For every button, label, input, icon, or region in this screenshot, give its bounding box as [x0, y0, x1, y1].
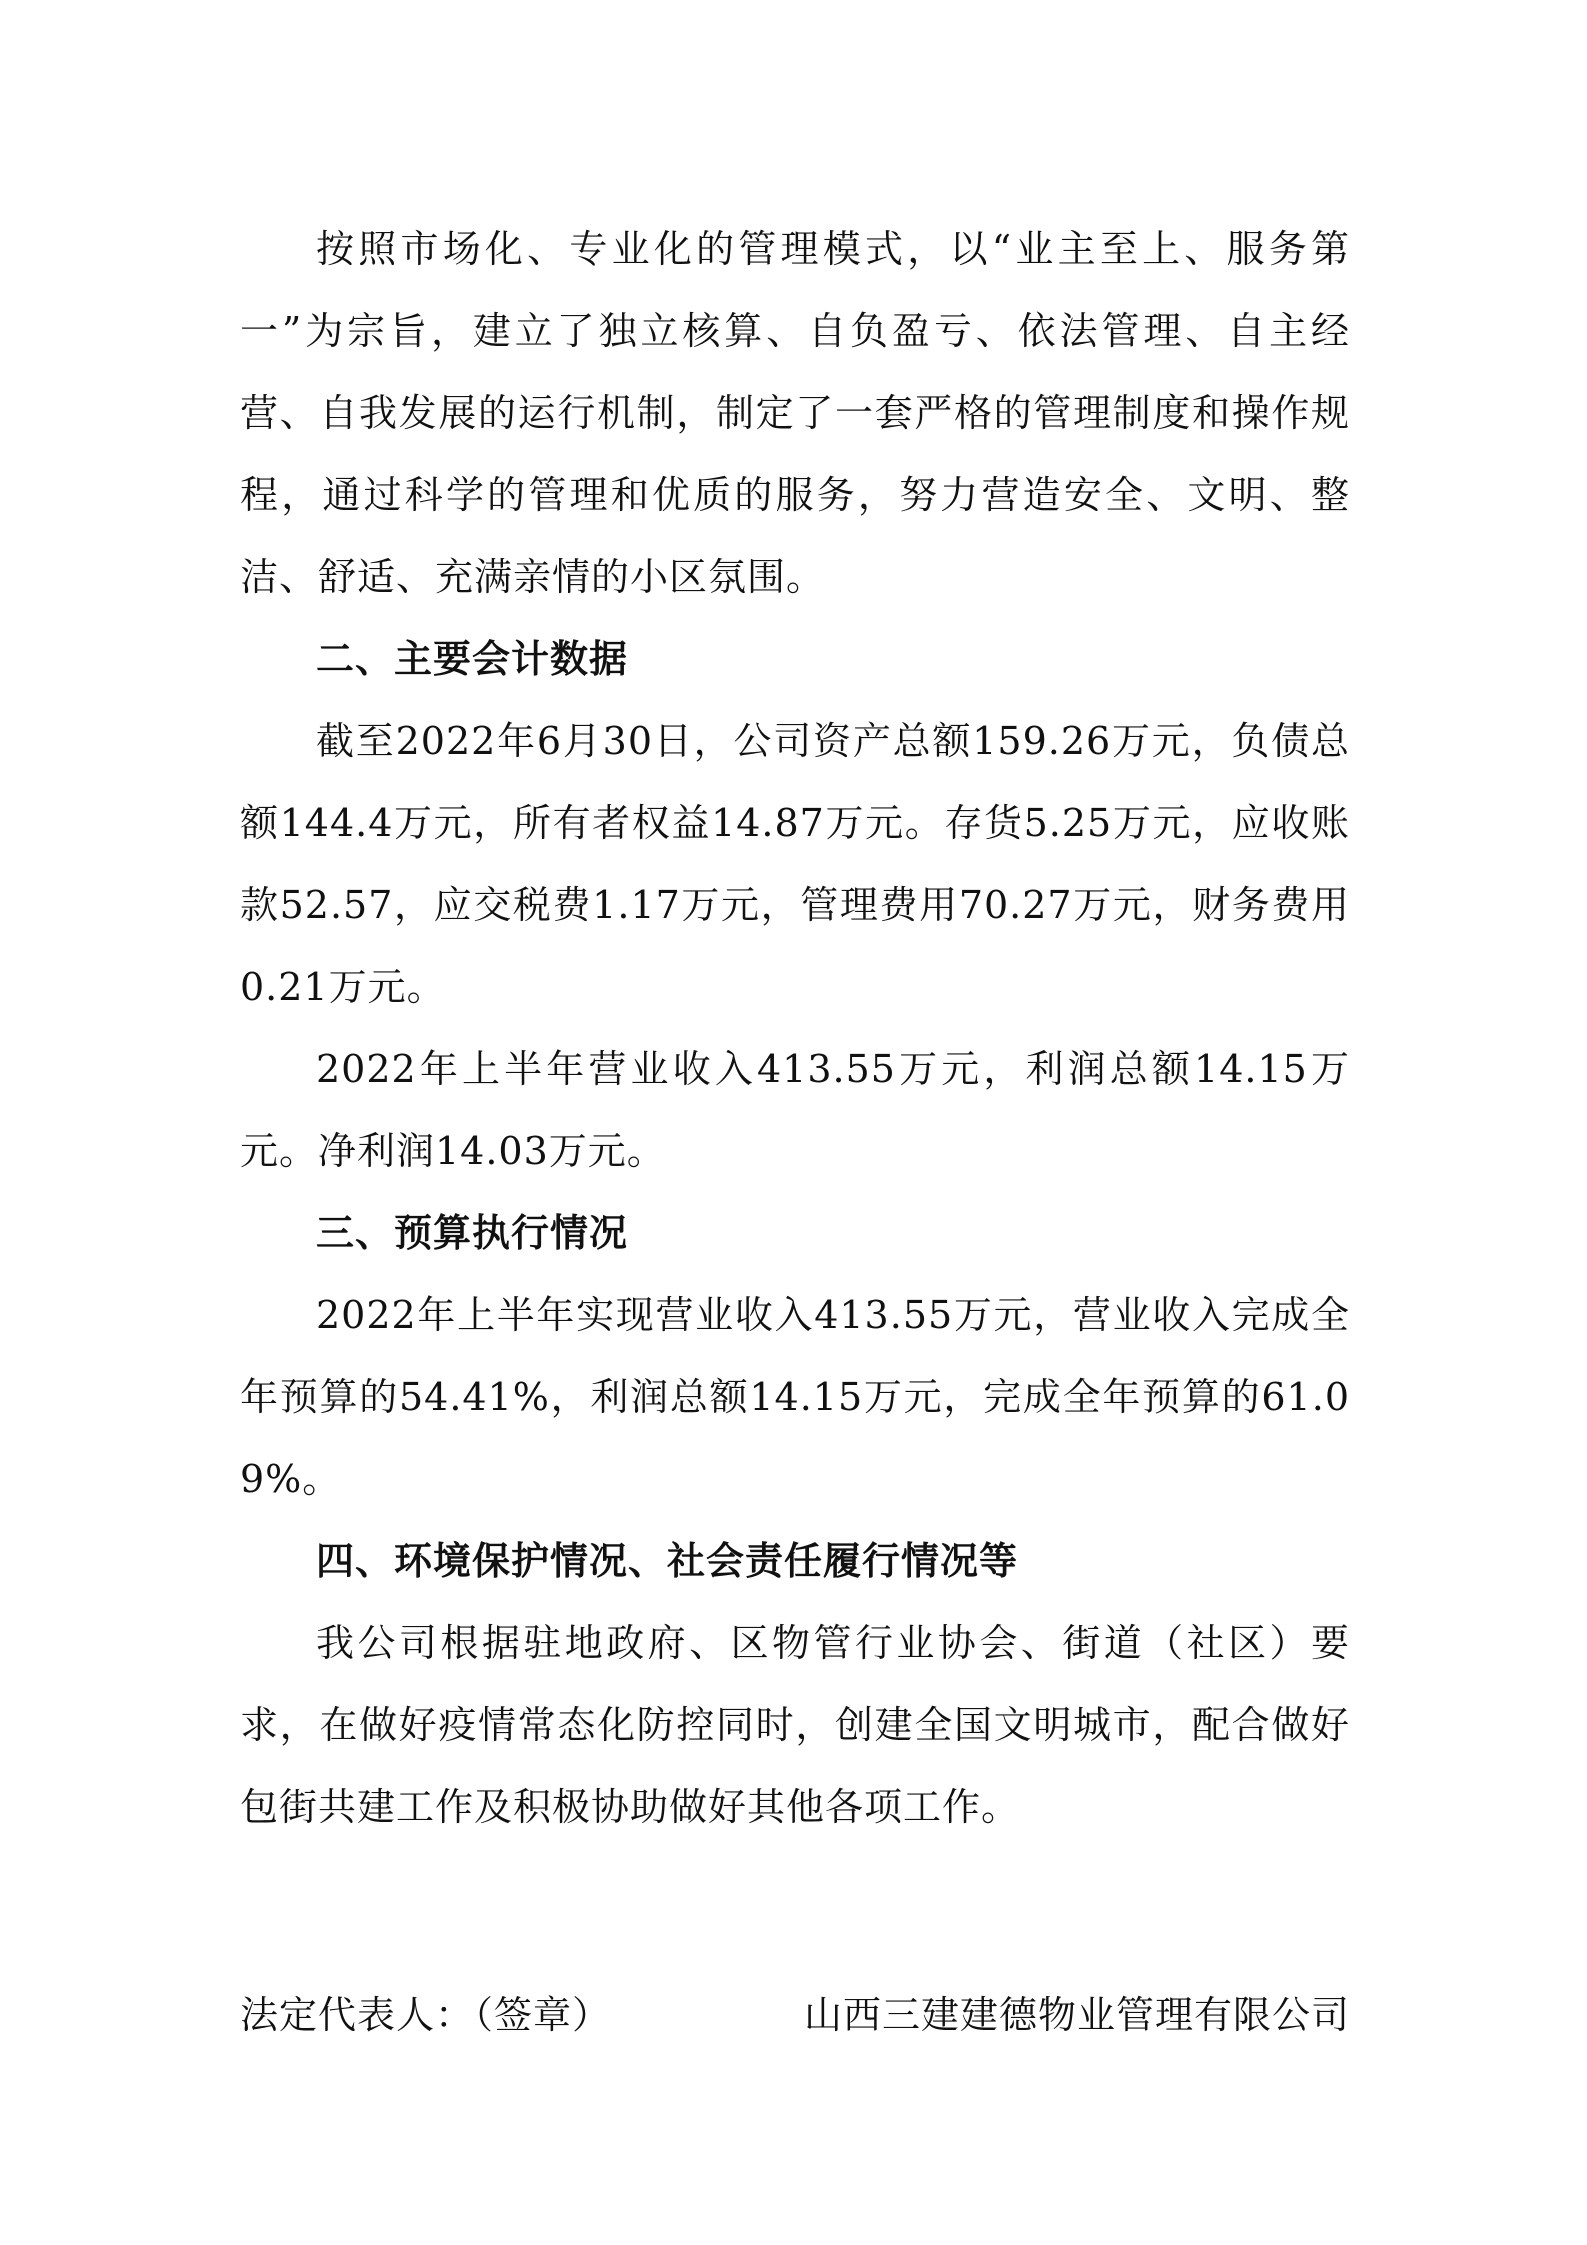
section-heading-environment-social: 四、环境保护情况、社会责任履行情况等 — [316, 1539, 1019, 1583]
budget-execution-paragraph: 2022年上半年实现营业收入413.55万元，营业收入完成全年预算的54.41%，利润总额14.15万元，完成全年预算的61.09%。 — [240, 1293, 1350, 1501]
signature-line — [240, 1985, 1350, 2045]
revenue-profit-paragraph: 2022年上半年营业收入413.55万元，利润总额14.15万元。净利润14.03万元。 — [240, 1047, 1350, 1173]
section-heading-budget-execution: 三、预算执行情况 — [316, 1211, 629, 1255]
document-body — [240, 208, 1350, 1848]
company-name: 山西三建建德物业管理有限公司 — [803, 1993, 1350, 2037]
section-heading-accounting-data: 二、主要会计数据 — [316, 637, 629, 681]
environment-social-paragraph: 我公司根据驻地政府、区物管行业协会、街道（社区）要求，在做好疫情常态化防控同时，创建全国文明城市，配合做好包街共建工作及积极协助做好其他各项工作。 — [240, 1621, 1350, 1829]
legal-representative-label: 法定代表人：（签章） — [240, 1993, 612, 2037]
accounting-data-paragraph: 截至2022年6月30日，公司资产总额159.26万元，负债总额144.4万元，所有者权益14.87万元。存货5.25万元，应收账款52.57，应交税费1.17万元，管理费用70.27万元，财务费用0.21万元。 — [240, 719, 1350, 1009]
intro-paragraph: 按照市场化、专业化的管理模式，以“业主至上、服务第一”为宗旨，建立了独立核算、自负盈亏、依法管理、自主经营、自我发展的运行机制，制定了一套严格的管理制度和操作规程，通过科学的管理和优质的服务，努力营造安全、文明、整洁、舒适、充满亲情的小区氛围。 — [240, 227, 1350, 599]
